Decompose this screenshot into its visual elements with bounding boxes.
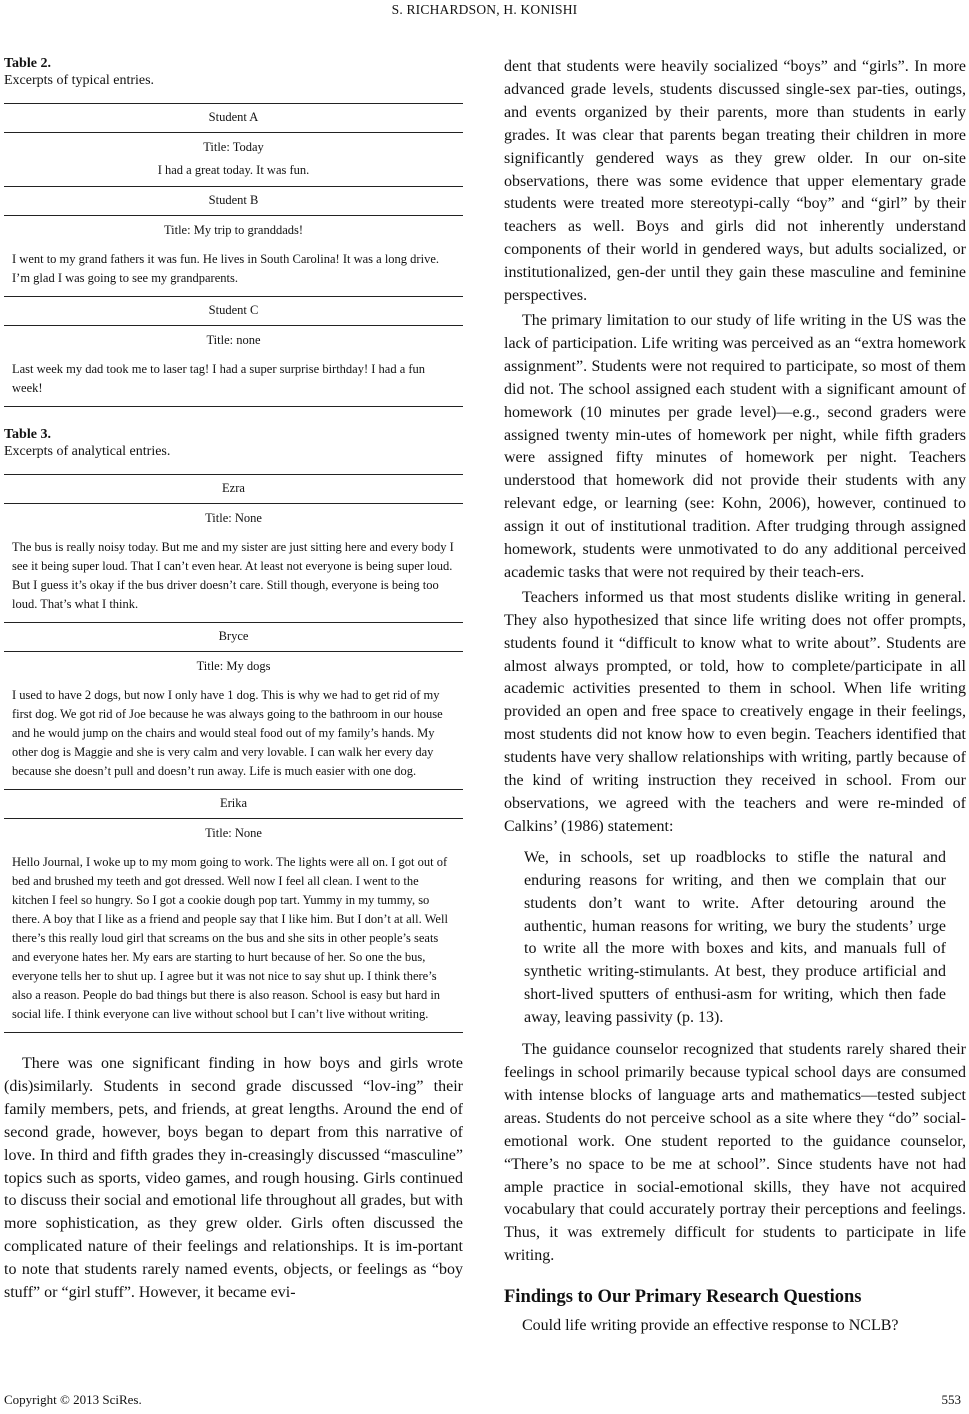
table-row-name: Erika — [4, 790, 463, 819]
body-paragraph: Could life writing provide an effective response to NCLB? — [522, 1317, 899, 1335]
block-quote: We, in schools, set up roadblocks to stifle the natural and enduring reasons for writing, and then we complain that our students don’t want to write. After detouring around the authentic, human reasons for writing, we bury the students’ urge to write all the more with boxes and kits, and manuals full of synthetic writing-stimulants. At best, they produce artificial and short-lived sputters of enthusi-asm for writing, which then fade away, leaving passivity (p. 13). — [524, 848, 946, 1027]
body-paragraph: There was one significant finding in how boys and girls wrote (dis)similarly. Students in second grade discussed “lov-ing” their family members, pets, and friends, at great lengths. Around the end of second grade, however, boys began to depart from this narrative of love. In third and fifth grades they in-creasingly discussed “masculine” topics such as sports, video games, and rough housing. Girls continued to discuss their social and emotional life throughout all grades, but with more sophistication, as they grew older. Girls often discussed the complicated nature of their feelings and relationships. It is im-portant to note that students rarely named events, objects, or feelings as “boy stuff” or “girl stuff”. However, it became evi- — [4, 1055, 463, 1302]
table-2 — [4, 103, 463, 407]
table-row-name: Ezra — [4, 475, 463, 504]
table-row-name: Student C — [4, 297, 463, 326]
table-row-title: Title: Today — [203, 140, 264, 154]
section-heading: Findings to Our Primary Research Questions — [504, 1287, 862, 1308]
table-row-title: Title: None — [205, 511, 262, 525]
table-row-name: Student A — [4, 104, 463, 133]
table-3 — [4, 474, 463, 1033]
table-row-title: Title: None — [205, 826, 262, 840]
table-2-number: Table 2. — [4, 56, 51, 71]
body-paragraph: The primary limitation to our study of life writing in the US was the lack of participation. Life writing was perceived as an “extra homework assignment”. Students were not required to participate, so most of them did not. The school assigned each student with a significant amount of homework (10 minutes per grade level)—e.g., second graders were assigned twenty min-utes of homework per night, while fifth graders were assigned fifty minutes of homework per night. Teachers understood that homework did not provide their students with any relevant edge, or learning (see: Kohn, 2006), however, continued to assign it out of institutional tradition. After trudging through assigned homework, students were unmotivated to do any additional perceived academic tasks that were not required by their teach-ers. — [504, 311, 966, 581]
page-number: 553 — [941, 1392, 961, 1407]
table-row-name: Student B — [4, 187, 463, 216]
right-column — [504, 56, 966, 1338]
table-3-number: Table 3. — [4, 427, 51, 442]
body-paragraph: The guidance counselor recognized that students rarely shared their feelings in school primarily because typical school days are consumed with intense blocks of language arts and mathematics—tested subject areas. Students do not perceive school as a site where they “do” social-emotional work. One student reported to the guidance counselor, “There’s no space to be me at school”. Since students have not had ample practice in social-emotional skills, they have not acquired vocabulary that could accurately portray their perceptions and feelings. Thus, it was extremely difficult for students to participate in life writing. — [504, 1041, 966, 1265]
table-row-text: Hello Journal, I woke up to my mom going to work. The lights were all on. I got out of bed and brushed my teeth and got dressed. Well now I feel all clean. I went to the kitchen I feel so hungry. So I got a cookie dough pop tart. Yummy in my tummy, so there. A boy that I like as a friend and people say that I like him. But I don’t at all. Well there’s this really loud girl that screams on the bus and she sits in other people’s seats and everyone hates her. My ears are starting to hurt because of her. So one the bus, everyone tells her to shut up. I agree but it was not nice to say shut up. I think there’s also a reason. People do bad things but there is also reason. School is easy but hard in social life. I think everyone can live without school but I can’t live without writing. — [4, 847, 463, 1033]
table-row-text: I used to have 2 dogs, but now I only have 1 dog. This is why we had to get rid of my first dog. We got rid of Joe because he was always going to the bathroom in our house and he would jump on the chairs and would steal food out of my family’s hands. My other dog is Maggie and she is very calm and very lovable. I can walk her every day because she doesn’t pull and doesn’t run away. Life is much easier with one dog. — [12, 688, 443, 778]
table-row-title: Title: My dogs — [196, 659, 271, 673]
table-row-title: Title: My trip to granddads! — [163, 223, 304, 237]
table-row-text: The bus is really noisy today. But me and my sister are just sitting here and every body I see it being super loud. That I can’t even hear. At least not everyone is being super loud. But I guess it’s okay if the bus driver doesn’t care. Still though, everyone is being too loud. That’s what I think. — [12, 540, 454, 611]
table-row-text: Last week my dad took me to laser tag! I had a super surprise birthday! I had a fun week! — [4, 354, 463, 407]
table-row-name: Bryce — [4, 623, 463, 652]
table-row-text: I had a great today. It was fun. — [157, 163, 310, 177]
table-row-title: Title: none — [206, 333, 261, 347]
body-paragraph: Teachers informed us that most students dislike writing in general. They also hypothesized that since life writing does not offer prompts, students found it “difficult to know what to write about”. Students are almost always prompted, or told, how to complete/participate in all academic activities presented to them in school. When life writing provided an open and free space to creatively engage in their feelings, most students did not know how to even begin. Teachers identified that students have very shallow relationships with writing, partly because of the kind of writing instruction they received in school. From our observations, we agreed with the teachers and were re-minded of Calkins’ (1986) statement: — [504, 588, 966, 835]
body-paragraph: dent that students were heavily socialized “boys” and “girls”. In more advanced grade levels, students discussed single-sex par-ties, outings, and events organized by their parents, more than students in early grades. It was clear that parents began treating their children in more significantly gendered ways as they grew older. In our on-site observations, there was some evidence that upper elementary grade students were treated more stereotypi-cally “boy” and “girl” by their teachers as well. Boys and girls did not inherently understand components of their world in gendered ways, but adults socialized, or institutionalized, gen-der until they gain these masculine and feminine perspectives. — [504, 58, 966, 305]
table-3-caption: Excerpts of analytical entries. — [4, 444, 171, 459]
table-row-text: I went to my grand fathers it was fun. He lives in South Carolina! It was a long drive. I’m glad I was going to see my grandparents. — [12, 252, 439, 285]
left-column — [4, 56, 463, 1305]
table-2-caption: Excerpts of typical entries. — [4, 73, 155, 88]
running-head: S. RICHARDSON, H. KONISHI — [391, 2, 578, 17]
copyright-footer: Copyright © 2013 SciRes. — [4, 1392, 142, 1407]
